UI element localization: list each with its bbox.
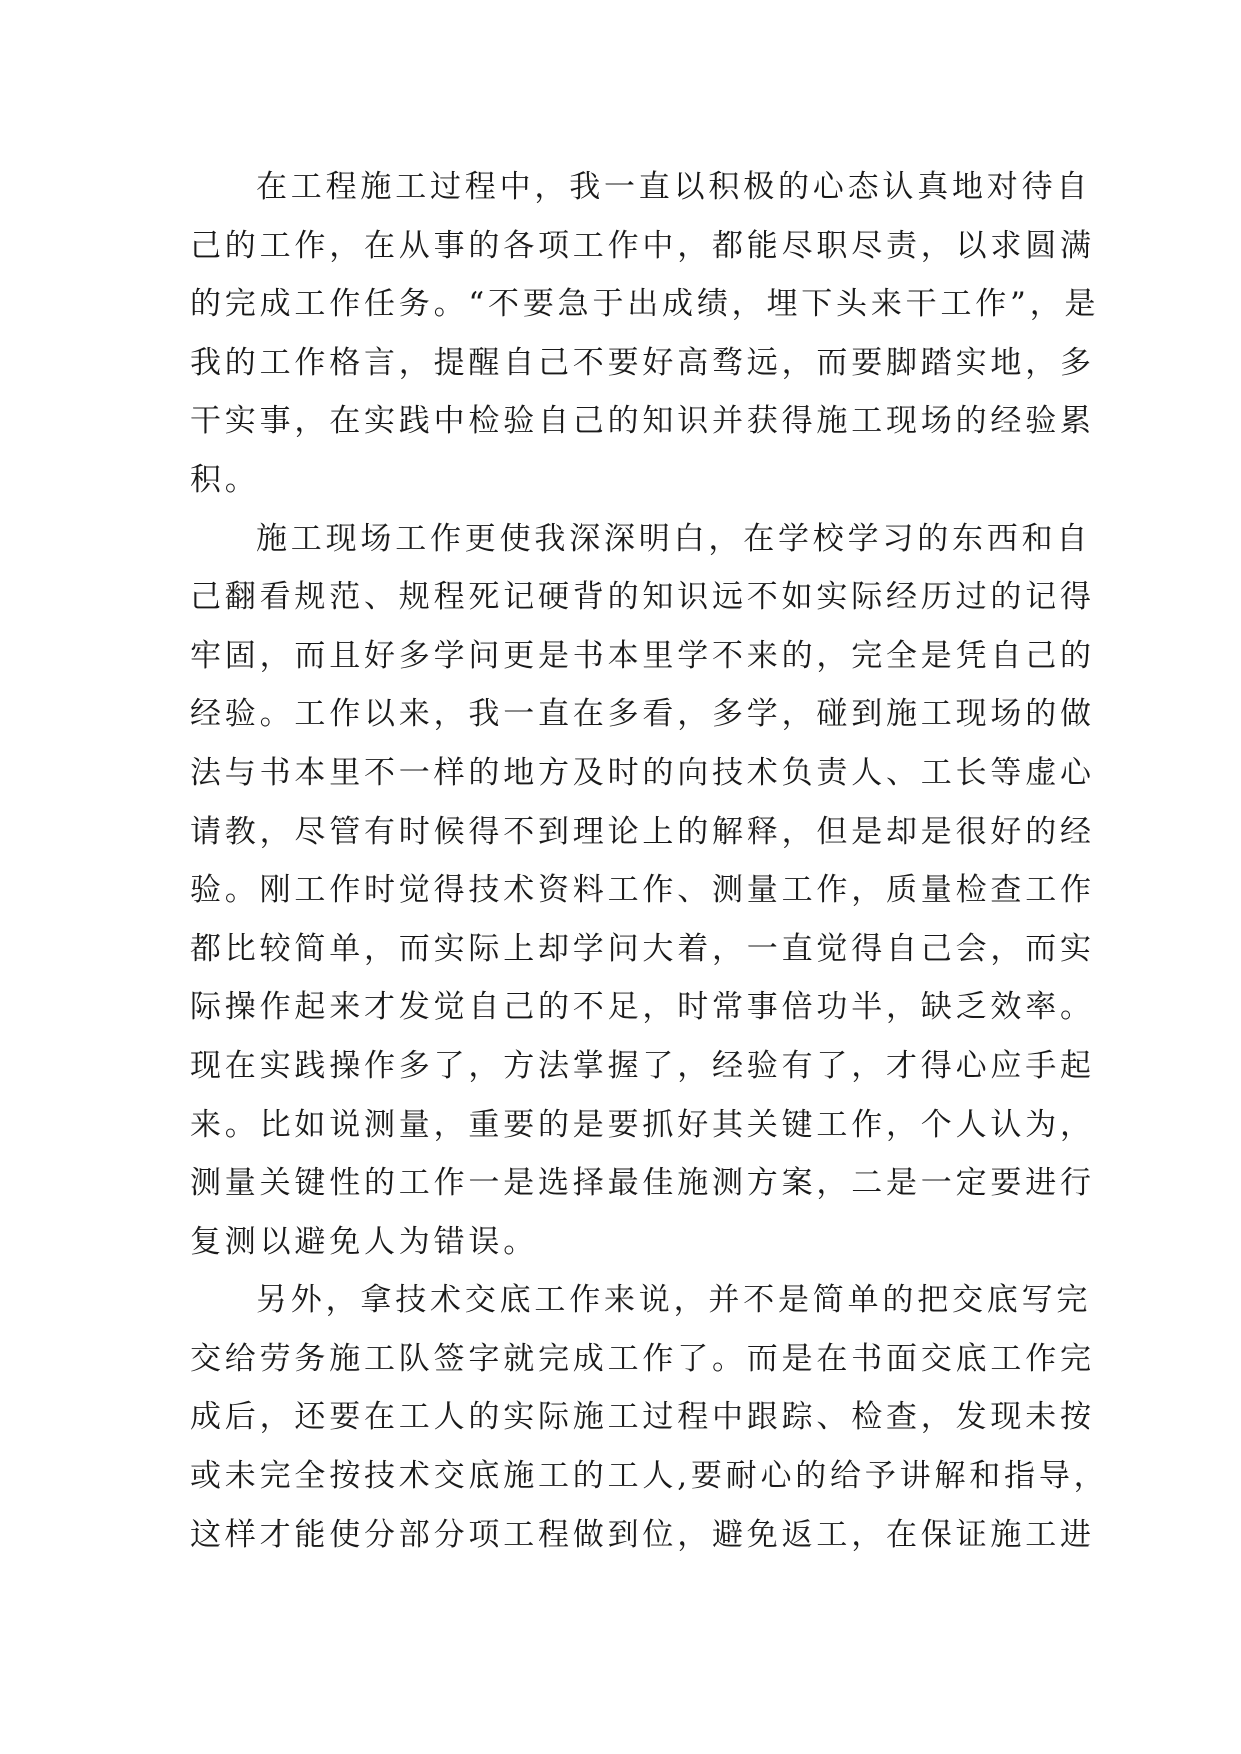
text-line: 都比较简单，而实际上却学问大着，一直觉得自己会，而实 bbox=[190, 930, 1095, 967]
body-text bbox=[190, 158, 1109, 1564]
paragraph-3 bbox=[190, 1271, 1109, 1564]
text-line: 或未完全按技术交底施工的工人,要耐心的给予讲解和指导， bbox=[190, 1458, 1109, 1495]
text-line: 来。比如说测量，重要的是要抓好其关键工作，个人认为， bbox=[190, 1106, 1095, 1143]
text-line: 在工程施工过程中，我一直以积极的心态认真地对待自 bbox=[256, 169, 1092, 205]
paragraph-2 bbox=[190, 510, 1095, 1272]
text-line: 验。刚工作时觉得技术资料工作、测量工作，质量检查工作 bbox=[190, 872, 1095, 909]
text-line: 积。 bbox=[190, 461, 260, 498]
text-line: 另外，拿技术交底工作来说，并不是简单的把交底写完 bbox=[256, 1282, 1092, 1319]
text-line: 我的工作格言，提醒自己不要好高骛远，而要脚踏实地，多 bbox=[190, 344, 1095, 381]
text-line: 成后，还要在工人的实际施工过程中跟踪、检查，发现未按 bbox=[190, 1399, 1095, 1436]
text-line: 干实事，在实践中检验自己的知识并获得施工现场的经验累 bbox=[190, 403, 1095, 440]
text-line: 牢固，而且好多学问更是书本里学不来的，完全是凭自己的 bbox=[190, 637, 1095, 674]
text-line: 请教，尽管有时候得不到理论上的解释，但是却是很好的经 bbox=[190, 813, 1095, 850]
text-line: 测量关键性的工作一是选择最佳施测方案，二是一定要进行 bbox=[190, 1165, 1095, 1202]
text-line: 己翻看规范、规程死记硬背的知识远不如实际经历过的记得 bbox=[190, 579, 1095, 616]
text-line: 施工现场工作更使我深深明白，在学校学习的东西和自 bbox=[256, 520, 1092, 557]
text-line: 际操作起来才发觉自己的不足，时常事倍功半，缺乏效率。 bbox=[190, 989, 1095, 1026]
text-line: 这样才能使分部分项工程做到位，避免返工，在保证施工进 bbox=[190, 1516, 1095, 1553]
text-line: 经验。工作以来，我一直在多看，多学，碰到施工现场的做 bbox=[190, 696, 1095, 733]
paragraph-1 bbox=[190, 158, 1100, 510]
text-line: 的完成工作任务。“不要急于出成绩，埋下头来干工作”，是 bbox=[190, 286, 1100, 323]
text-line: 交给劳务施工队签字就完成工作了。而是在书面交底工作完 bbox=[190, 1340, 1095, 1377]
text-line: 复测以避免人为错误。 bbox=[190, 1223, 538, 1260]
text-line: 己的工作，在从事的各项工作中，都能尽职尽责，以求圆满 bbox=[190, 227, 1095, 264]
text-line: 法与书本里不一样的地方及时的向技术负责人、工长等虚心 bbox=[190, 754, 1095, 791]
text-line: 现在实践操作多了，方法掌握了，经验有了，才得心应手起 bbox=[190, 1047, 1095, 1084]
